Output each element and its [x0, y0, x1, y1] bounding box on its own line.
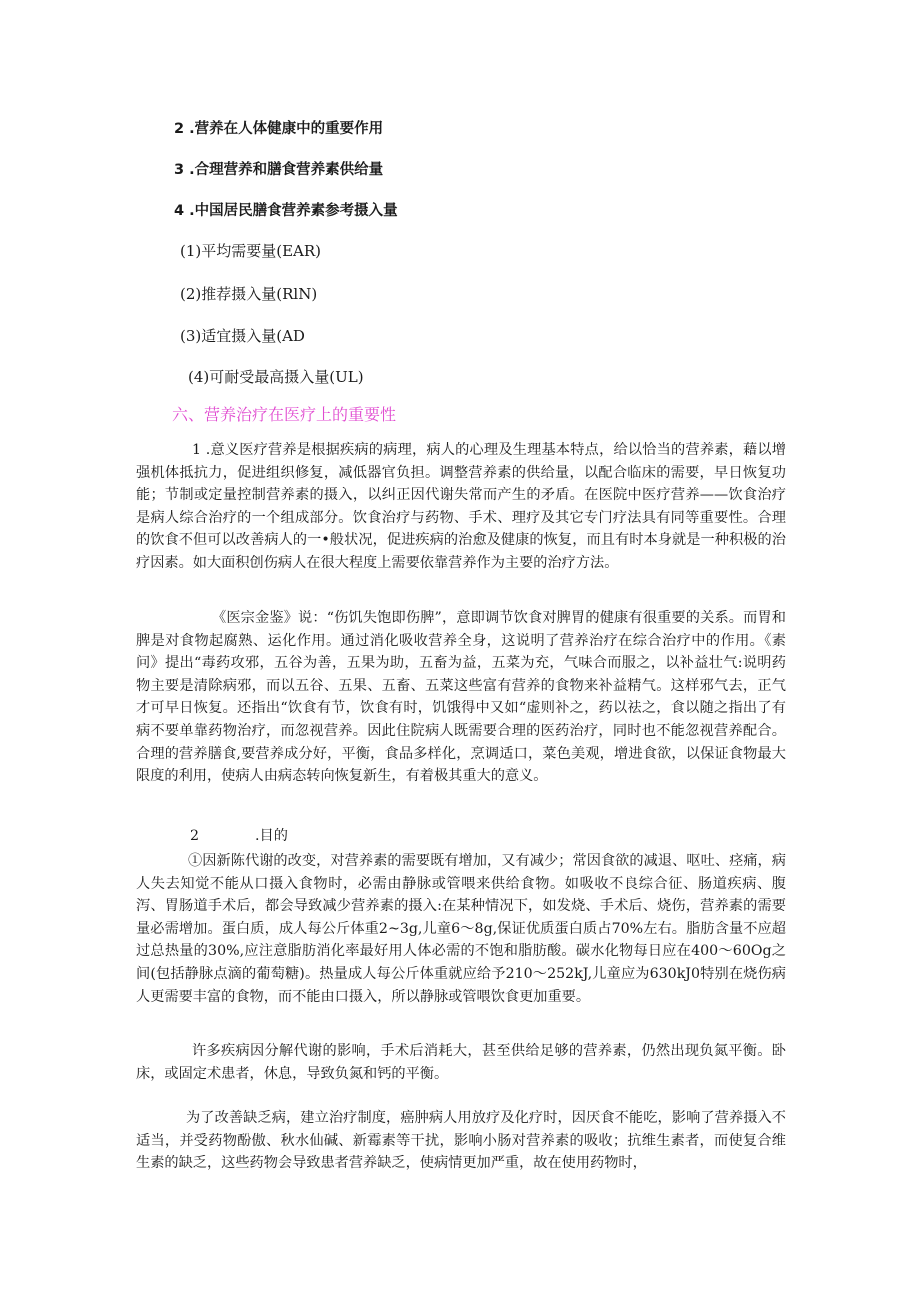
goal-heading: [190, 825, 288, 845]
paragraph-metabolism: [136, 850, 786, 1008]
subitem-ul: (4)可耐受最高摄入量(UL): [188, 368, 364, 386]
goal-label: .目的: [255, 828, 288, 844]
paragraph-text: ①因新陈代谢的改变，对营养素的需要既有增加，又有减少；常因食欲的减退、呕吐、痉痛，病人失去知觉不能从口摄入食物时，必需由静脉或管喂来供给食物。如吸收不良综合征、肠道疾病、腹泻、胃肠道手术后，都会导致减少营养素的摄入:在某种情况下，如发烧、手术后、烧伤，营养素的需要量必需增加。蛋白质，成人每公斤体重2~3g,儿童6〜8g,保证优质蛋白质占70%左右。脂肪含量不应超过总热量的30%,应注意脂肪消化率最好用人体必需的不饱和脂肪酸。碳水化物每日应在400〜60Og之间(包括静脉点滴的葡萄糖)。热量成人每公斤体重就应给予210〜252kJ,儿童应为630kJ0特别在烧伤病人更需要丰富的食物，而不能由口摄入，所以静脉或管喂饮食更加重要。: [136, 853, 786, 1005]
subitem-ear: (1)平均需要量(EAR): [180, 242, 322, 260]
heading-rational-nutrition: 3 .合理营养和膳食营养素供给量: [174, 162, 384, 178]
paragraph-text: 《医宗金鉴》说：“伤饥失饱即伤脾”，意即调节饮食对脾胃的健康有很重要的关系。而胃和脾是对食物起腐熟、运化作用。通过消化吸收营养全身，这说明了营养治疗在综合治疗中的作用。《素问》提出“毒药攻邪，五谷为善，五果为助，五畜为益，五菜为充，气味合而服之，以补益壮气:说明药物主要是清除病邪，而以五谷、五果、五畜、五菜这些富有营养的食物来补益精气。这样邪气去，正气才可早日恢复。还指出“饮食有节，饮食有时，饥饿得中又如“虚则补之，药以祛之，食以随之指出了有病不要单靠药物治疗，而忽视营养。因此住院病人既需要合理的医药治疗，同时也不能忽视营养配合。合理的营养膳食,要营养成分好，平衡，食品多样化，烹调适口，菜色美观，增进食欲，以保证食物最大限度的利用，使病人由病态转向恢复新生，有着极其重大的意义。: [136, 610, 786, 785]
paragraph-text: 1 .意义医疗营养是根据疾病的病理，病人的心理及生理基本特点，给以恰当的营养素，藉以增强机体抵抗力，促进组织修复，减低器官负担。调整营养素的供给量，以配合临床的需要，早日恢复功能；节制或定量控制营养素的摄入，以纠正因代谢失常而产生的矛盾。在医院中医疗营养——饮食治疗是病人综合治疗的一个组成部分。饮食治疗与药物、手术、理疗及其它专门疗法具有同等重要性。合理的饮食不但可以改善病人的一•般状况，促进疾病的治愈及健康的恢复，而且有时本身就是一种积极的治疗因素。如大面积创伤病人在很大程度上需要依靠营养作为主要的治疗方法。: [136, 442, 786, 571]
paragraph-deficiency: [136, 1107, 786, 1175]
heading-nutrition-health: 2 .营养在人体健康中的重要作用: [174, 121, 384, 137]
paragraph-classic-reference: [136, 607, 786, 788]
paragraph-significance: [136, 439, 786, 575]
paragraph-text: 为了改善缺乏病，建立治疗制度，癌肿病人用放疗及化疗时，因厌食不能吃，影响了营养摄入不适当，并受药物酚傲、秋水仙碱、新霉素等干扰，影响小肠对营养素的吸收；抗维生素者，而使复合维生素的缺乏，这些药物会导致患者营养缺乏，使病情更加严重，故在使用药物时，: [136, 1110, 786, 1172]
subitem-rni: (2)推荐摄入量(RlN): [180, 285, 318, 303]
section-title: 六、营养治疗在医疗上的重要性: [172, 405, 397, 424]
paragraph-text: 许多疾病因分解代谢的影响，手术后消耗大，甚至供给足够的营养素，仍然出现负氮平衡。卧床，或固定术患者，休息，导致负氮和钙的平衡。: [136, 1043, 786, 1082]
goal-number: 2: [190, 828, 200, 844]
subitem-ai: (3)适宜摄入量(AD: [180, 327, 305, 345]
paragraph-catabolism: [136, 1040, 786, 1085]
heading-dietary-reference: 4 .中国居民膳食营养素参考摄入量: [174, 203, 398, 219]
